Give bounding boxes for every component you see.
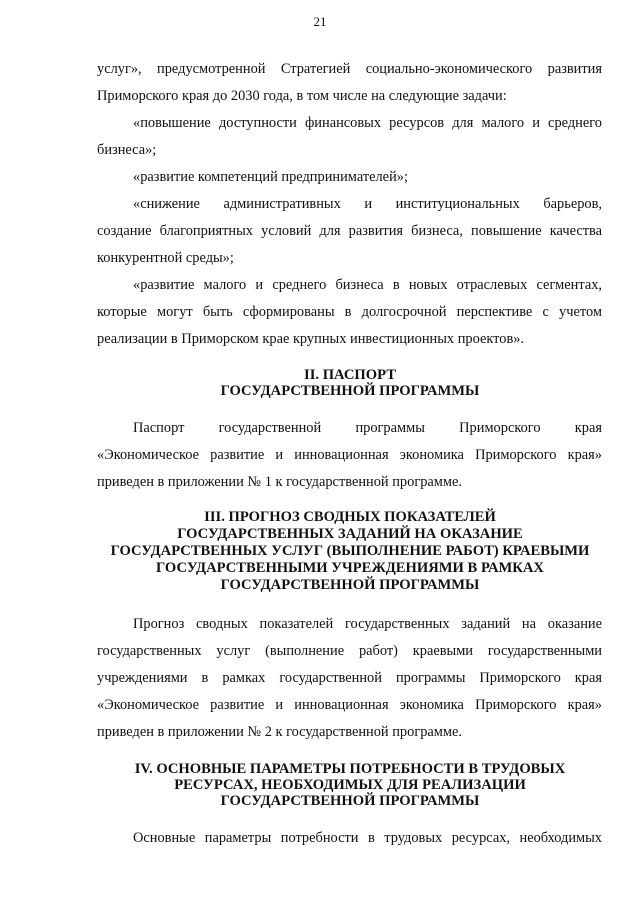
paragraph-line: услуг», предусмотренной Стратегией социально-экономического развития: [97, 61, 602, 77]
task-item-line: создание благоприятных условий для развития бизнеса, повышение качества: [97, 223, 602, 239]
task-item-line: «снижение административных и институциональных барьеров,: [133, 196, 602, 212]
task-item-line: конкурентной среды»;: [97, 250, 234, 266]
section-heading: ГОСУДАРСТВЕННОЙ ПРОГРАММЫ: [220, 577, 480, 593]
section-heading: РЕСУРСАХ, НЕОБХОДИМЫХ ДЛЯ РЕАЛИЗАЦИИ: [174, 777, 526, 793]
section-heading: ГОСУДАРСТВЕННОЙ ПРОГРАММЫ: [220, 383, 480, 399]
paragraph-line: Прогноз сводных показателей государственных заданий на оказание: [133, 616, 602, 632]
section-heading: ГОСУДАРСТВЕННЫХ УСЛУГ (ВЫПОЛНЕНИЕ РАБОТ) КРАЕВЫМИ: [110, 543, 590, 559]
section-heading: ГОСУДАРСТВЕННЫМИ УЧРЕЖДЕНИЯМИ В РАМКАХ: [156, 560, 544, 576]
section-heading: ГОСУДАРСТВЕННЫХ ЗАДАНИЙ НА ОКАЗАНИЕ: [177, 526, 523, 542]
paragraph-line: «Экономическое развитие и инновационная экономика Приморского края»: [97, 697, 602, 713]
task-item-line: «развитие компетенций предпринимателей»;: [133, 169, 408, 185]
page-number: 21: [313, 14, 327, 29]
paragraph-line: учреждениями в рамках государственной программы Приморского края: [97, 670, 602, 686]
paragraph-line: Приморского края до 2030 года, в том числе на следующие задачи:: [97, 88, 507, 104]
paragraph-line: приведен в приложении № 2 к государственной программе.: [97, 724, 463, 740]
paragraph-line: Основные параметры потребности в трудовых ресурсах, необходимых: [133, 830, 602, 846]
task-item-line: «развитие малого и среднего бизнеса в новых отраслевых сегментах,: [133, 277, 602, 293]
task-item-line: реализации в Приморском крае крупных инвестиционных проектов».: [97, 331, 525, 347]
paragraph-line: «Экономическое развитие и инновационная экономика Приморского края»: [97, 447, 602, 463]
section-heading: ГОСУДАРСТВЕННОЙ ПРОГРАММЫ: [220, 793, 480, 809]
task-item-line: бизнеса»;: [97, 142, 157, 158]
paragraph-line: Паспорт государственной программы Приморского края: [133, 420, 602, 436]
paragraph-line: приведен в приложении № 1 к государственной программе.: [97, 474, 463, 490]
paragraph-line: государственных услуг (выполнение работ) краевыми государственными: [97, 643, 602, 659]
task-item-line: «повышение доступности финансовых ресурсов для малого и среднего: [133, 115, 602, 131]
section-heading: II. ПАСПОРТ: [304, 367, 396, 383]
task-item-line: которые могут быть сформированы в долгосрочной перспективе с учетом: [97, 304, 602, 320]
section-heading: III. ПРОГНОЗ СВОДНЫХ ПОКАЗАТЕЛЕЙ: [204, 509, 496, 525]
section-heading: IV. ОСНОВНЫЕ ПАРАМЕТРЫ ПОТРЕБНОСТИ В ТРУДОВЫХ: [134, 761, 566, 777]
